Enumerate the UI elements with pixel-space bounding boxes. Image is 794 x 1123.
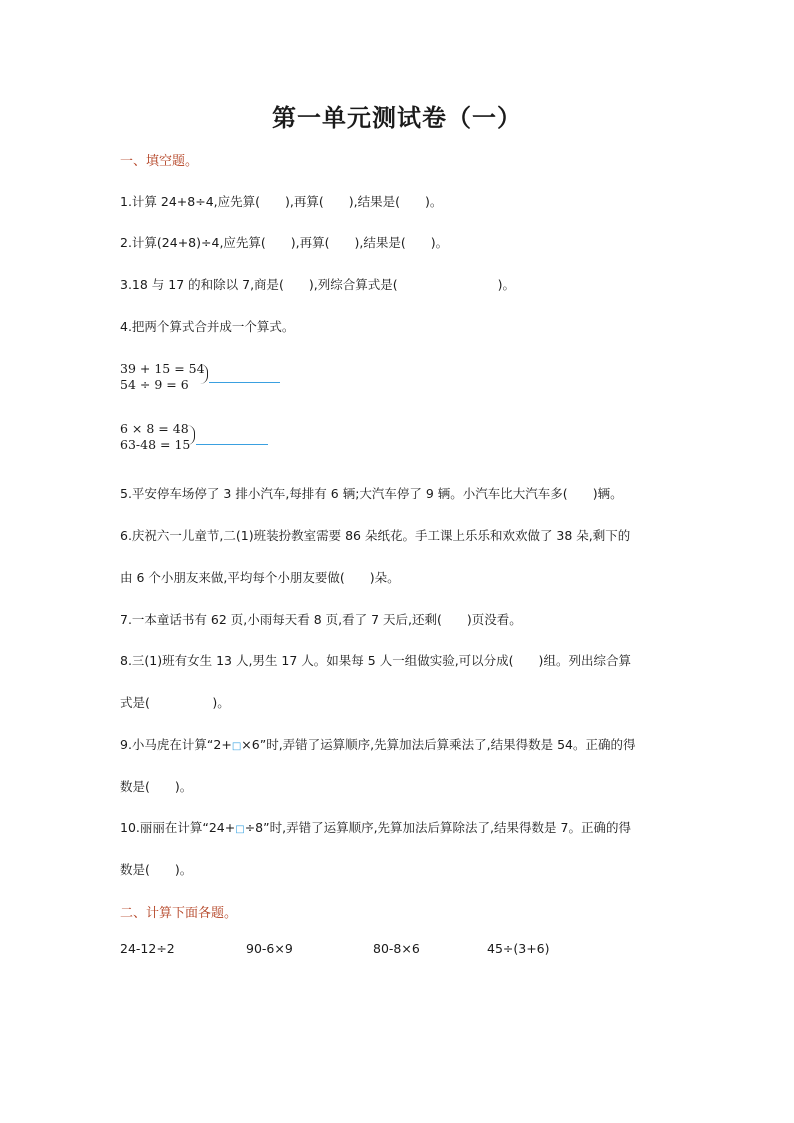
page-title: 第一单元测试卷（一）: [272, 103, 522, 132]
question-9-text-start: 9.小马虎在计算“2+: [120, 737, 232, 752]
question-9-line-2: 数是( )。: [120, 779, 193, 794]
question-9-text-end: ×6”时,弄错了运算顺序,先算加法后算乘法了,结果得数是 54。正确的得: [241, 737, 636, 752]
blank-box-icon: □: [231, 741, 242, 752]
question-4: 4.把两个算式合并成一个算式。: [120, 319, 295, 334]
question-8-line-2: 式是( )。: [120, 695, 230, 710]
brace: [200, 364, 208, 384]
section-heading-calculate: 二、计算下面各题。: [120, 906, 238, 921]
equation-b-1: 6 × 8 = 48: [120, 421, 189, 436]
question-6-line-1: 6.庆祝六一儿童节,二(1)班装扮教室需要 86 朵纸花。手工课上乐乐和欢欢做了 38 朵,剩下的: [120, 528, 631, 543]
equation-b-2: 63-48 = 15: [120, 437, 191, 452]
question-10-text-start: 10.丽丽在计算“24+: [120, 820, 236, 835]
calc-item-4: 45÷(3+6): [487, 941, 550, 956]
question-10-text-end: ÷8”时,弄错了运算顺序,先算加法后算除法了,结果得数是 7。正确的得: [244, 820, 631, 835]
blank-box-icon: □: [235, 824, 245, 835]
question-1: 1.计算 24+8÷4,应先算( ),再算( ),结果是( )。: [120, 194, 443, 209]
answer-line-a: [209, 382, 280, 383]
question-7: 7.一本童话书有 62 页,小雨每天看 8 页,看了 7 天后,还剩( )页没看。: [120, 612, 522, 627]
question-2: 2.计算(24+8)÷4,应先算( ),再算( ),结果是( )。: [120, 235, 449, 250]
question-10-line-1: [120, 818, 631, 836]
question-6-line-2: 由 6 个小朋友来做,平均每个小朋友要做( )朵。: [120, 570, 400, 585]
answer-line-b: [196, 444, 268, 445]
equation-a-2: 54 ÷ 9 = 6: [120, 377, 189, 392]
question-3: 3.18 与 17 的和除以 7,商是( ),列综合算式是( )。: [120, 277, 516, 292]
calc-item-1: 24-12÷2: [120, 941, 175, 956]
question-10-line-2: 数是( )。: [120, 862, 193, 877]
equation-a-1: 39 + 15 = 54: [120, 361, 205, 376]
question-5: 5.平安停车场停了 3 排小汽车,每排有 6 辆;大汽车停了 9 辆。小汽车比大汽车多( )辆。: [120, 486, 623, 501]
question-8-line-1: 8.三(1)班有女生 13 人,男生 17 人。如果每 5 人一组做实验,可以分成( )组。列出综合算: [120, 653, 631, 668]
question-9-line-1: [120, 735, 636, 753]
brace: [187, 425, 195, 445]
calc-item-2: 90-6×9: [246, 941, 293, 956]
calc-item-3: 80-8×6: [373, 941, 420, 956]
section-heading-fill-blank: 一、填空题。: [120, 154, 199, 169]
